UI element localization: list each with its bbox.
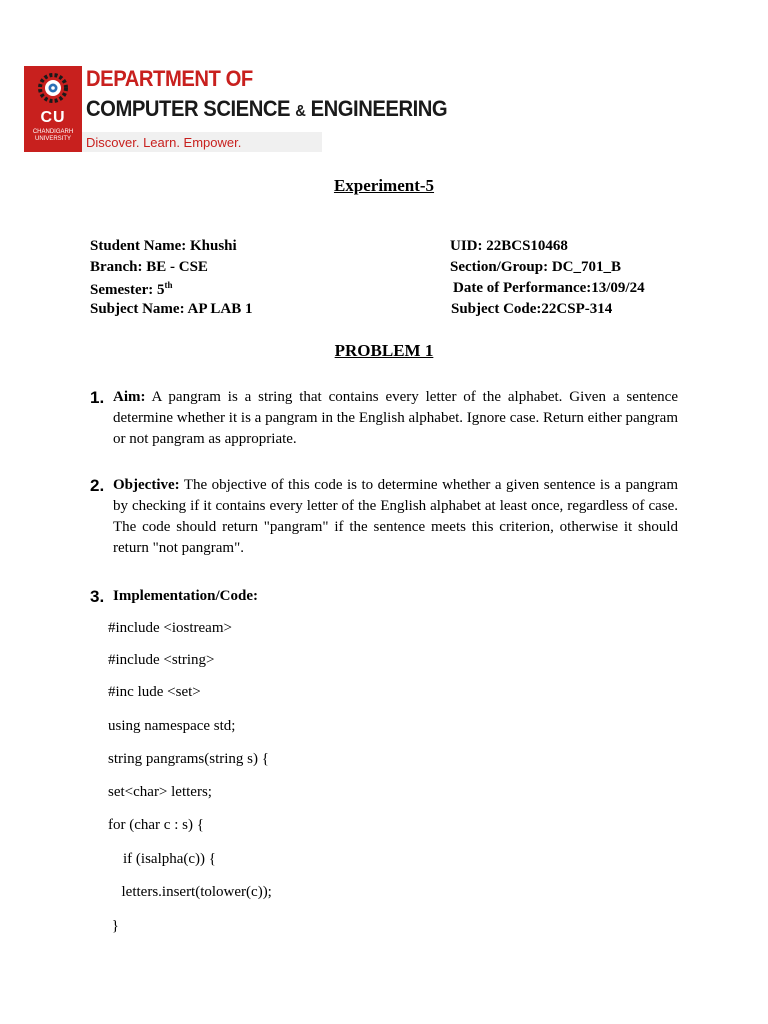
department-line-2 — [86, 96, 447, 122]
date-of-performance: Date of Performance:13/09/24 — [453, 280, 645, 296]
semester-value: Semester: 5 — [90, 282, 165, 298]
code-line: string pangrams(string s) { — [108, 751, 269, 767]
aim-body: A pangram is a string that contains every letter of the alphabet. Given a sentence determine whether it is a pangram in the English alphabet. Ignore case. Return either pangram or not pangram as appropriate. — [113, 389, 678, 447]
experiment-title: Experiment-5 — [333, 176, 435, 195]
objective-body: The objective of this code is to determine whether a given sentence is a pangram by checking if it contains every letter of the English alphabet at least once, regardless of case. The code should return "pangram" if the sentence meets this criterion, otherwise it should return "not pangram". — [113, 477, 678, 556]
logo-university-name — [24, 129, 82, 143]
code-line: set<char> letters; — [108, 784, 212, 800]
code-line: #inc lude <set> — [108, 684, 201, 700]
code-line: #include <string> — [108, 652, 215, 668]
implementation-item — [90, 586, 678, 607]
department-name-b: ENGINEERING — [310, 96, 448, 121]
student-uid: UID: 22BCS10468 — [450, 238, 568, 254]
logo-initials: CU — [40, 109, 66, 126]
code-line: } — [108, 918, 119, 934]
code-line: #include <iostream> — [108, 620, 232, 636]
code-line: letters.insert(tolower(c)); — [114, 884, 272, 900]
semester — [90, 280, 173, 299]
student-name: Student Name: Khushi — [90, 238, 237, 254]
ampersand: & — [295, 103, 306, 120]
code-line: using namespace std; — [108, 718, 236, 734]
subject-code: Subject Code:22CSP-314 — [451, 301, 613, 317]
item-number: 3. — [90, 587, 105, 606]
branch: Branch: BE - CSE — [90, 259, 208, 275]
code-line: for (char c : s) { — [108, 817, 204, 833]
objective-item — [90, 475, 678, 559]
logo-university-line1: CHANDIGARH — [32, 129, 74, 135]
gear-emblem-icon — [24, 66, 82, 110]
item-number: 2. — [90, 476, 105, 495]
code-line: if (isalpha(c)) { — [108, 851, 216, 867]
aim-item — [90, 387, 678, 450]
university-logo — [24, 66, 82, 152]
objective-text — [113, 475, 678, 559]
logo-university-line2: UNIVERSITY — [34, 136, 71, 142]
department-header — [24, 66, 448, 154]
problem-title: PROBLEM 1 — [334, 341, 434, 360]
department-line-1: DEPARTMENT OF — [86, 66, 253, 91]
department-name-a: COMPUTER SCIENCE — [86, 96, 291, 121]
implementation-label: Implementation/Code: — [113, 588, 258, 604]
aim-label: Aim: — [113, 389, 146, 405]
objective-label: Objective: — [113, 477, 180, 493]
semester-suffix: th — [164, 280, 173, 290]
aim-text — [113, 387, 678, 450]
tagline: Discover. Learn. Empower. — [86, 135, 242, 150]
item-number: 1. — [90, 388, 105, 407]
subject-name: Subject Name: AP LAB 1 — [90, 301, 253, 317]
implementation-text — [113, 586, 678, 607]
section-group: Section/Group: DC_701_B — [450, 259, 621, 275]
